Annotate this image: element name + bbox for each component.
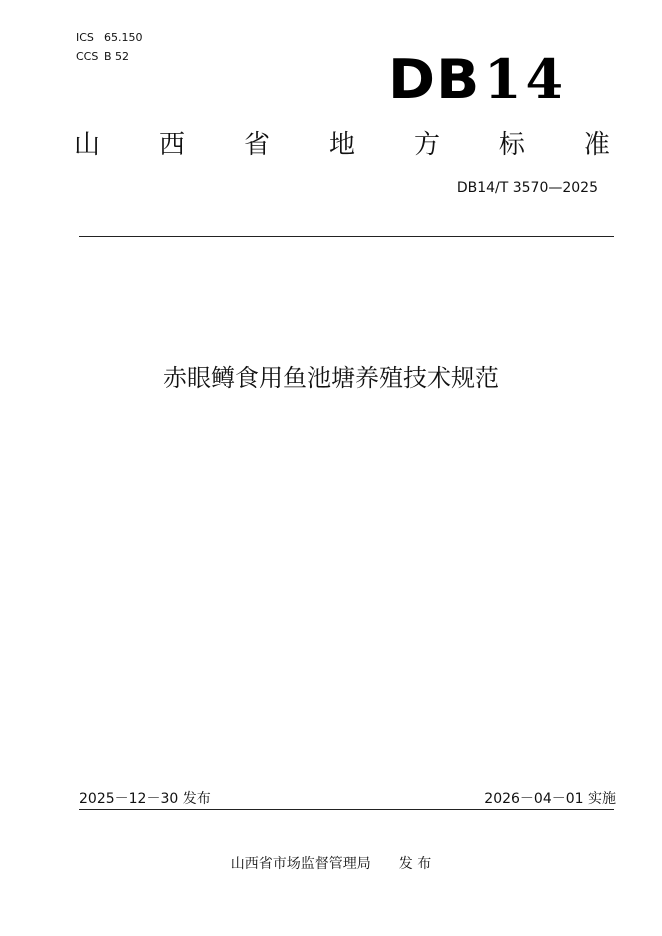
implementation-date: 2026－04－01 实施 <box>484 791 616 807</box>
ccs-value: B 52 <box>104 50 130 63</box>
standard-type-char: 西 <box>158 130 185 160</box>
standard-type-char: 方 <box>413 130 440 160</box>
ics-value: 65.150 <box>104 31 143 44</box>
ccs-label: CCS <box>76 50 99 63</box>
document-title: 赤眼鳟食用鱼池塘养殖技术规范 <box>163 364 499 392</box>
standard-type-char: 准 <box>583 130 610 160</box>
ics-code <box>76 31 143 45</box>
publisher-name: 山西省市场监督管理局 <box>230 856 371 872</box>
bottom-divider <box>79 809 614 810</box>
issue-date: 2025－12－30 发布 <box>79 791 211 807</box>
standard-type-char: 山 <box>74 130 101 160</box>
ics-label: ICS <box>76 31 94 44</box>
standard-type-char: 省 <box>243 130 270 160</box>
publisher-line <box>0 855 662 873</box>
standard-type-title <box>74 128 610 162</box>
db-logo-number: 14 <box>483 47 568 111</box>
standard-type-char: 标 <box>498 130 525 160</box>
db-logo-letters: DB <box>388 48 481 111</box>
standard-type-char: 地 <box>328 130 355 160</box>
db-logo <box>388 47 568 111</box>
ccs-code <box>76 50 129 64</box>
standard-number: DB14/T 3570—2025 <box>456 180 598 196</box>
publisher-action: 发 布 <box>398 856 432 872</box>
top-divider <box>79 236 614 237</box>
